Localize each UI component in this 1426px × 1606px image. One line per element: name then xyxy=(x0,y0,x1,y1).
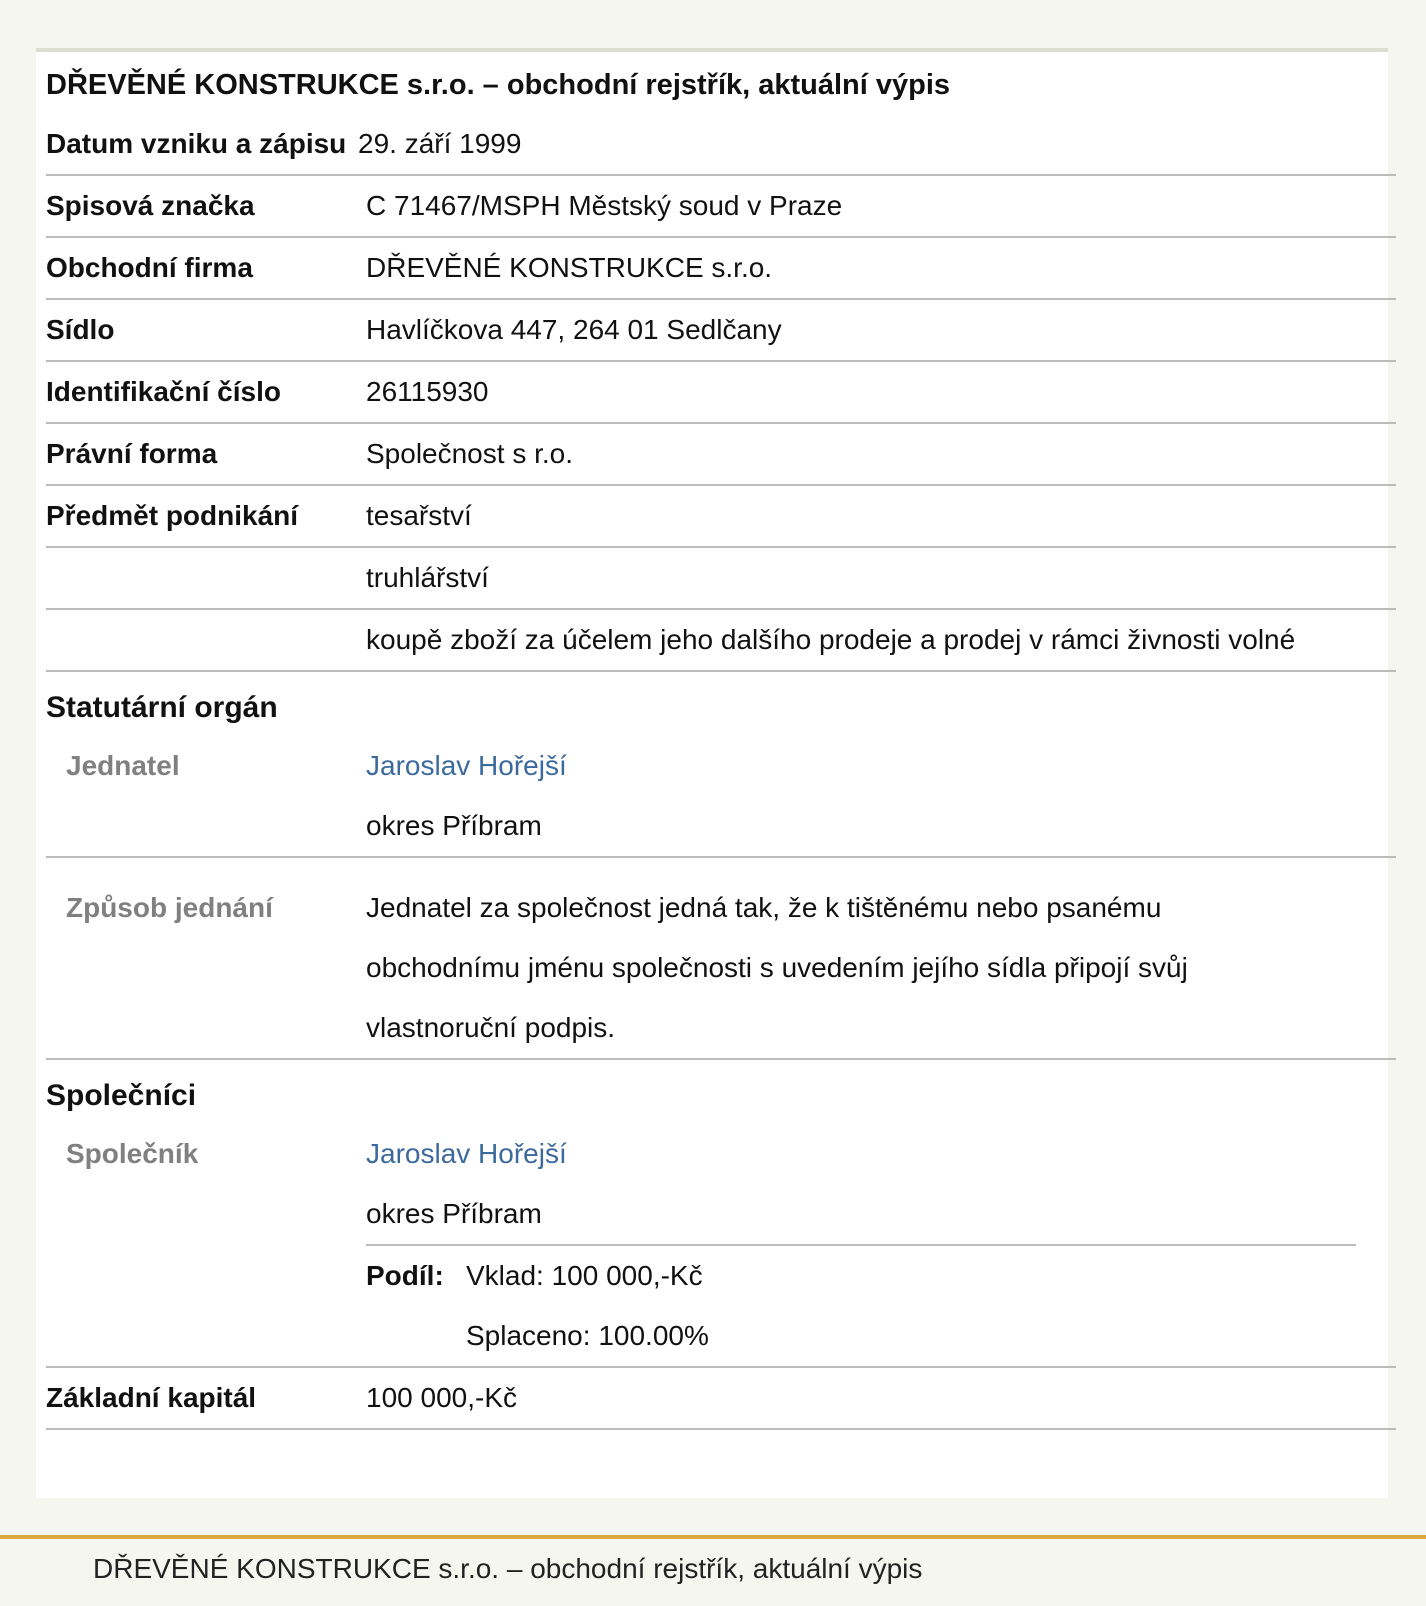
row-zpusob xyxy=(46,858,1396,1060)
row-kapital xyxy=(46,1368,1396,1430)
podil-splaceno: Splaceno: 100.00% xyxy=(466,1320,709,1351)
value-predmet-item: koupě zboží za účelem jeho dalšího prodeje a prodej v rámci živnosti volné xyxy=(366,624,1296,655)
row-predmet-2 xyxy=(46,548,1396,610)
row-predmet-1 xyxy=(46,486,1396,548)
label-empty xyxy=(46,610,366,670)
row-ico xyxy=(46,362,1396,424)
register-card xyxy=(36,48,1388,1498)
value-predmet-item: truhlářství xyxy=(366,562,489,593)
zpusob-line: vlastnoruční podpis. xyxy=(366,1012,616,1043)
label-datum: Datum vzniku a zápisu xyxy=(46,128,347,159)
row-spolecnik xyxy=(46,1124,1396,1368)
jednatel-name-link[interactable]: Jaroslav Hořejší xyxy=(366,750,567,781)
page-title: DŘEVĚNÉ KONSTRUKCE s.r.o. – obchodní rejstřík, aktuální výpis xyxy=(46,69,951,101)
row-firma xyxy=(46,238,1396,300)
label-zpusob: Způsob jednání xyxy=(66,892,273,923)
jednatel-block xyxy=(366,736,1396,856)
footer xyxy=(0,1535,1426,1606)
podil xyxy=(366,1244,1356,1366)
row-datum xyxy=(46,114,1396,176)
footer-title: DŘEVĚNÉ KONSTRUKCE s.r.o. – obchodní rejstřík, aktuální výpis xyxy=(93,1553,923,1584)
value-sidlo: Havlíčkova 447, 264 01 Sedlčany xyxy=(366,314,782,345)
value-predmet-item: tesařství xyxy=(366,500,472,531)
jednatel-okres: okres Příbram xyxy=(366,810,542,841)
value-kapital: 100 000,-Kč xyxy=(366,1382,517,1413)
label-spolecnik: Společník xyxy=(66,1138,199,1169)
register-content xyxy=(46,52,1396,1430)
section-statutarni: Statutární orgán xyxy=(46,691,278,724)
label-firma: Obchodní firma xyxy=(46,252,253,283)
value-ico: 26115930 xyxy=(366,376,489,407)
row-predmet-3 xyxy=(46,610,1396,672)
zpusob-text xyxy=(366,878,1396,1058)
spolecnik-block xyxy=(366,1124,1396,1366)
podil-vklad: Vklad: 100 000,-Kč xyxy=(466,1260,703,1291)
label-spisova: Spisová značka xyxy=(46,190,255,221)
podil-values xyxy=(466,1246,709,1366)
value-spisova: C 71467/MSPH Městský soud v Praze xyxy=(366,190,843,221)
row-forma xyxy=(46,424,1396,486)
section-spolecnici: Společníci xyxy=(46,1079,197,1112)
label-ico: Identifikační číslo xyxy=(46,376,281,407)
zpusob-line: Jednatel za společnost jedná tak, že k tištěnému nebo psanému xyxy=(366,892,1162,923)
label-kapital: Základní kapitál xyxy=(46,1382,257,1413)
value-firma: DŘEVĚNÉ KONSTRUKCE s.r.o. xyxy=(366,252,773,283)
label-predmet: Předmět podnikání xyxy=(46,500,299,531)
label-empty xyxy=(46,548,366,608)
label-sidlo: Sídlo xyxy=(46,314,115,345)
row-sidlo xyxy=(46,300,1396,362)
spolecnik-name-link[interactable]: Jaroslav Hořejší xyxy=(366,1138,567,1169)
value-forma: Společnost s r.o. xyxy=(366,438,574,469)
value-datum: 29. září 1999 xyxy=(358,128,522,159)
row-spisova xyxy=(46,176,1396,238)
label-jednatel: Jednatel xyxy=(66,750,180,781)
podil-label: Podíl: xyxy=(366,1260,444,1291)
row-jednatel xyxy=(46,736,1396,858)
spolecnik-okres: okres Příbram xyxy=(366,1198,542,1229)
zpusob-line: obchodnímu jménu společnosti s uvedením jejího sídla připojí svůj xyxy=(366,952,1188,983)
label-forma: Právní forma xyxy=(46,438,218,469)
